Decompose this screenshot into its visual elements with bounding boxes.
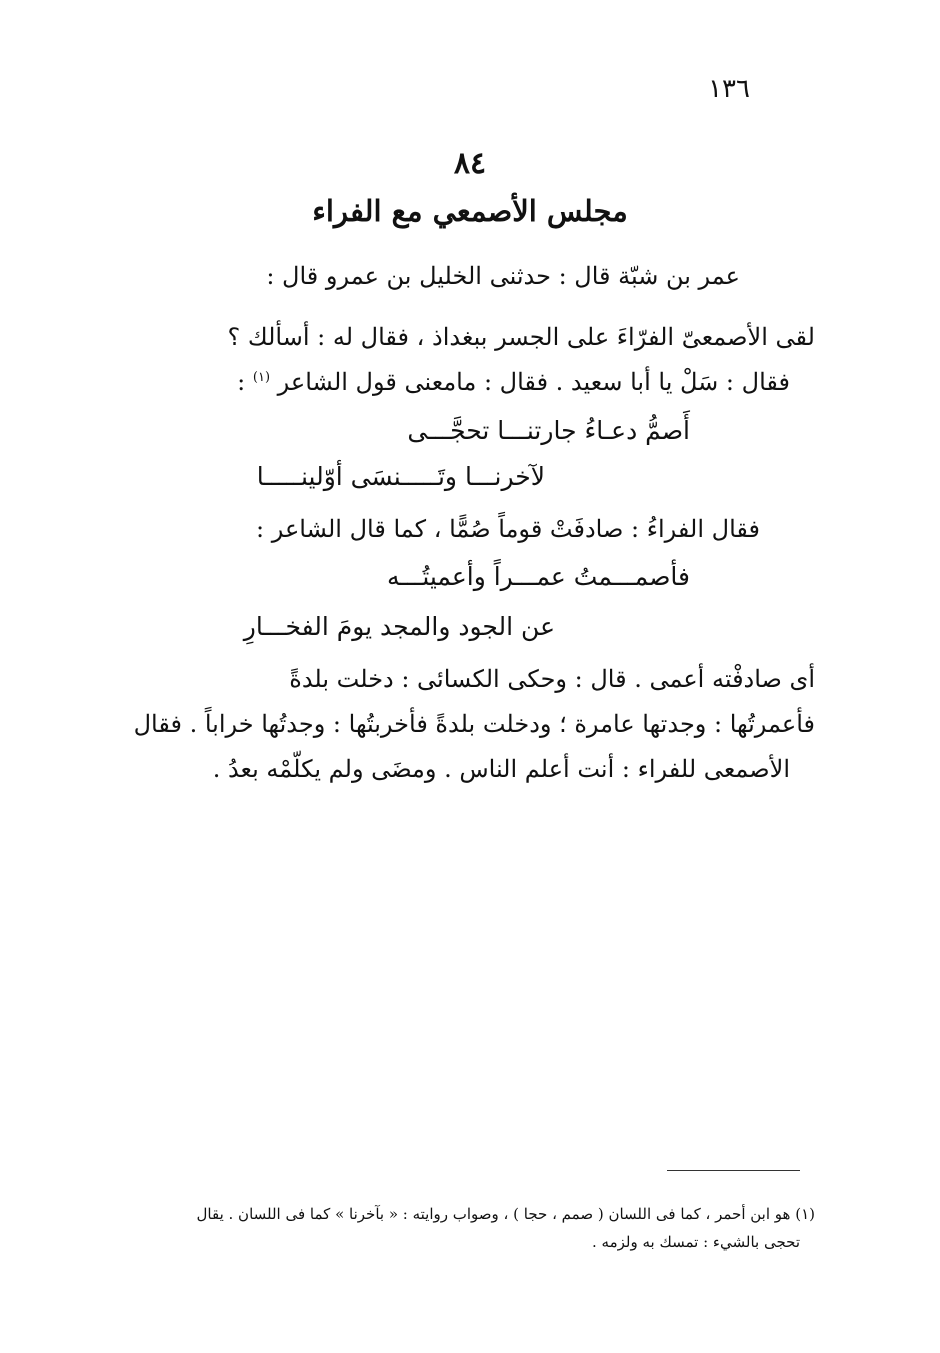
verse-line: لآخرنـــا وتَـــــنسَى أوّلينـــــا [256,462,545,491]
verse-line: عن الجود والمجد يومَ الفخـــارِ [243,612,555,641]
body-line: فأعمرتُها : وجدتها عامرة ؛ ودخلت بلدةً فأخربتُها : وجدتُها خراباً . فقال [133,710,815,738]
section-title: مجلس الأصمعي مع الفراء [312,194,628,228]
body-line: الأصمعى للفراء : أنت أعلم الناس . ومضَى ولم يكلّمْه بعدُ . [212,755,790,783]
footnote-divider [667,1170,800,1171]
body-line: أى صادفْته أعمى . قال : وحكى الكسائى : دخلت بلدةً [289,665,815,693]
verse-line: أَصمُّ دعـاءُ جارتنـــا تحجَّـــى [407,416,690,445]
footnote-marker: (١) [252,370,271,385]
body-line-colon: : [237,368,246,396]
section-number: ٨٤ [453,146,487,181]
body-line: عمر بن شبّة قال : حدثنى الخليل بن عمرو قال : [266,262,740,290]
footnote-line: تحجى بالشيء : تمسك به ولزمه . [592,1233,800,1251]
footnote-line: (١) هو ابن أحمر ، كما فى اللسان ( صمم ، حجا ) ، وصواب روايته : « بآخرنا » كما فى اللسان . يقال [196,1205,815,1223]
body-line [237,368,790,396]
body-line-text: فقال : سَلْ يا أبا سعيد . فقال : مامعنى قول الشاعر [277,368,790,396]
verse-line: فأصمـــمتُ عمـــراً وأعميتُـــه [386,562,690,591]
body-line: فقال الفراءُ : صادفَتْ قوماً صُمًّا ، كما قال الشاعر : [255,515,760,543]
page-number: ١٣٦ [708,74,750,104]
body-line: لقى الأصمعىّ الفرّاءَ على الجسر ببغداذ ، فقال له : أسألك ؟ [227,323,815,351]
